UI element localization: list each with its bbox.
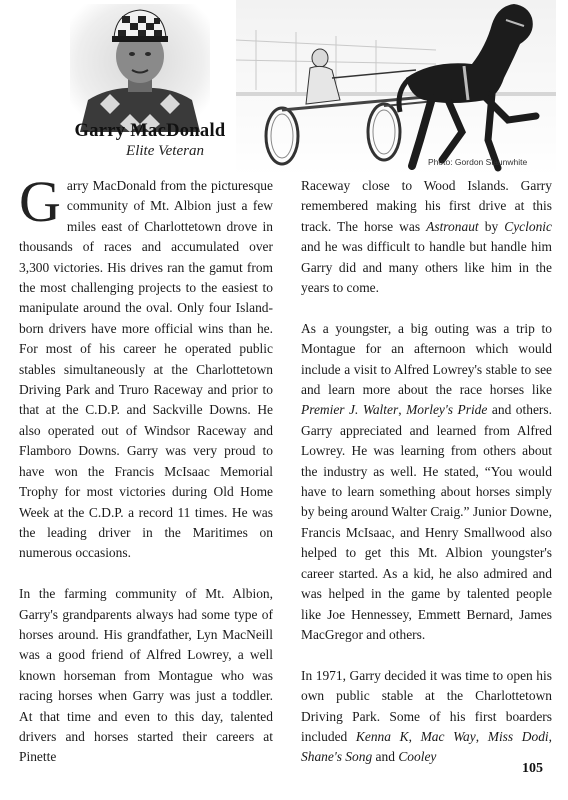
driver-name-heading: Garry MacDonald [74,121,226,141]
horse-name: Miss Dodi [487,728,549,744]
paragraph [301,176,552,298]
text-run: and others. Garry appreciated and learned from Alfred Lowrey. He was learning from others about the industry as well. He stated, “You would have to learn something about horses simply by being around Walter Craig.” Junior Downe, Francis McIsaac, and Henry Smallwood also helped to get this Mt. Albion youngster's career started. As a kid, he also admired and was helped in the game by talented people like Joe Hennessey, Emmett Bernard, James MacGregor and others. [301,402,552,642]
text-run: , [408,728,421,744]
driver-portrait-image [70,4,210,132]
title-block [50,120,250,160]
drop-cap: G [19,169,61,234]
paragraph [301,319,552,646]
horse-name: Morley's Pride [406,402,488,418]
text-run: by [478,218,505,234]
paragraph: In the farming community of Mt. Albion, Garry's grandparents always had some type of horses around. His grandfather, Lyn MacNeill was a good friend of Alfred Lowrey, a well known horseman from Montague who was racing horses when Garry was just a toddler. At that time and even to this day, talented drivers and horses started their careers at Pinette [19,586,273,765]
paragraph [19,169,273,564]
header-artwork [0,0,568,180]
photo-credit: Photo: Gordon Slaunwhite [428,157,528,167]
horse-name: Astronaut [426,218,479,234]
text-run: In 1971, Garry decided it was time to open his own public stable at the Charlottetown Driving Park. Some of his first boarders included [301,667,552,744]
horse-name: Cyclonic [504,218,552,234]
text-run: , [548,728,553,744]
driver-category-subtitle: Elite Veteran [126,143,204,159]
paragraph-text: arry MacDonald from the picturesque community of Mt. Albion just a few miles east of Charlottetown drove in thousands of races and accumulated over 3,300 victories. His drives ran the gamut from the most challenging projects to the easiest to manipulate around the oval. Only four Island-born drivers have more official wins than he. For most of his career he operated public stables simultaneously at the Charlottetown Driving Park and Truro Raceway and prior to that at the C.D.P. and Sackville Downs. He also operated out of Windsor Raceway and Flamboro Downs. Garry was very proud to have won the Francis McIsaac Memorial Trophy for most victories during Old Home Week at the C.D.P. a record 11 times. He was the leading driver in the Maritimes on numerous occasions. [19,178,273,561]
harness-racing-photo [236,0,556,176]
text-run: As a youngster, a big outing was a trip to Montague for an afternoon which would include a visit to Alfred Lowrey's stable to see and learn more about the race horses like [301,320,552,398]
text-run: and he was difficult to handle but handle him Garry did and many others like him in the years to come. [301,239,552,296]
horse-name: Shane's Song [301,749,373,765]
horse-name: Kenna K [355,728,409,744]
horse-name: Premier J. Walter [301,402,399,418]
text-run: , [475,728,488,744]
text-run: , [398,402,407,418]
right-text-column [301,176,552,768]
horse-name: Mac Way [420,728,476,744]
left-text-column [19,169,273,768]
text-run: Raceway close to Wood Islands. Garry remembered making his first drive at this track. The horse was [301,178,552,234]
page-number: 105 [522,761,543,776]
text-run: and [372,749,399,765]
paragraph [301,666,552,768]
horse-name: Cooley [398,749,437,765]
